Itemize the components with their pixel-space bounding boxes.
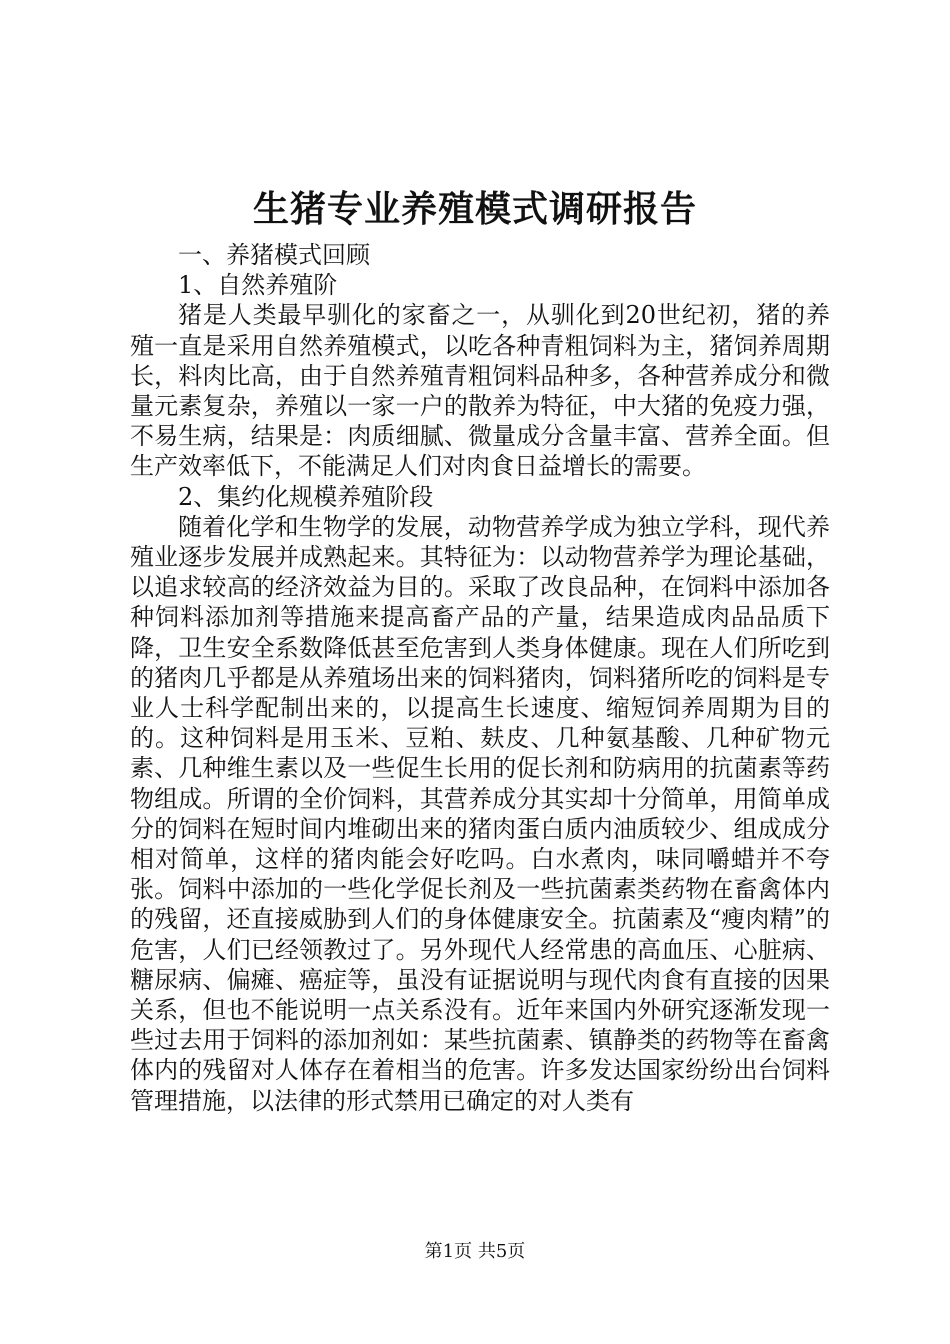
section-heading-1: 一、养猪模式回顾 [178, 241, 370, 269]
paragraph-2: 随着化学和生物学的发展，动物营养学成为独立学科，现代养殖业逐步发展并成熟起来。其特征为：以动物营养学为理论基础，以追求较高的经济效益为目的。采取了改良品种，在饲料中添加各种饲料添加剂等措施来提高畜产品的产量，结果造成肉品品质下降，卫生安全系数降低甚至危害到人类身体健康。现在人们所吃到的猪肉几乎都是从养殖场出来的饲料猪肉，饲料猪所吃的饲料是专业人士科学配制出来的，以提高生长速度、缩短饲养周期为目的的。这种饲料是用玉米、豆粕、麸皮、几种氨基酸、几种矿物元素、几种维生素以及一些促生长用的促长剂和防病用的抗菌素等药物组成。所谓的全价饲料，其营养成分其实却十分简单，用简单成分的饲料在短时间内堆砌出来的猪肉蛋白质内油质较少、组成成分相对简单，这样的猪肉能会好吃吗。白水煮肉，味同嚼蜡并不夸张。饲料中添加的一些化学促长剂及一些抗菌素类药物在畜禽体内的残留，还直接威胁到人们的身体健康安全。抗菌素及“瘦肉精”的危害，人们已经领教过了。另外现代人经常患的高血压、心脏病、糖尿病、偏瘫、癌症等，虽没有证据说明与现代肉食有直接的因果关系，但也不能说明一点关系没有。近年来国内外研究逐渐发现一些过去用于饲料的添加剂如：某些抗菌素、镇静类的药物等在畜禽体内的残留对人体存在着相当的危害。许多发达国家纷纷出台饲料管理措施，以法律的形式禁用已确定的对人类有 [130, 512, 830, 1115]
page-footer: 第1页 共5页 [424, 1241, 526, 1262]
document-body [130, 240, 830, 1116]
document-title: 生猪专业养殖模式调研报告 [252, 188, 697, 230]
subsection-heading-1: 1、自然养殖阶 [178, 271, 338, 300]
paragraph-1: 猪是人类最早驯化的家畜之一，从驯化到20世纪初，猪的养殖一直是采用自然养殖模式，以吃各种青粗饲料为主，猪饲养周期长，料肉比高，由于自然养殖青粗饲料品种多，各种营养成分和微量元素复杂，养殖以一家一户的散养为特征，中大猪的免疫力强，不易生病，结果是：肉质细腻、微量成分含量丰富、营养全面。但生产效率低下，不能满足人们对肉食日益增长的需要。 [130, 301, 830, 481]
subsection-heading-2: 2、集约化规模养殖阶段 [178, 482, 434, 511]
